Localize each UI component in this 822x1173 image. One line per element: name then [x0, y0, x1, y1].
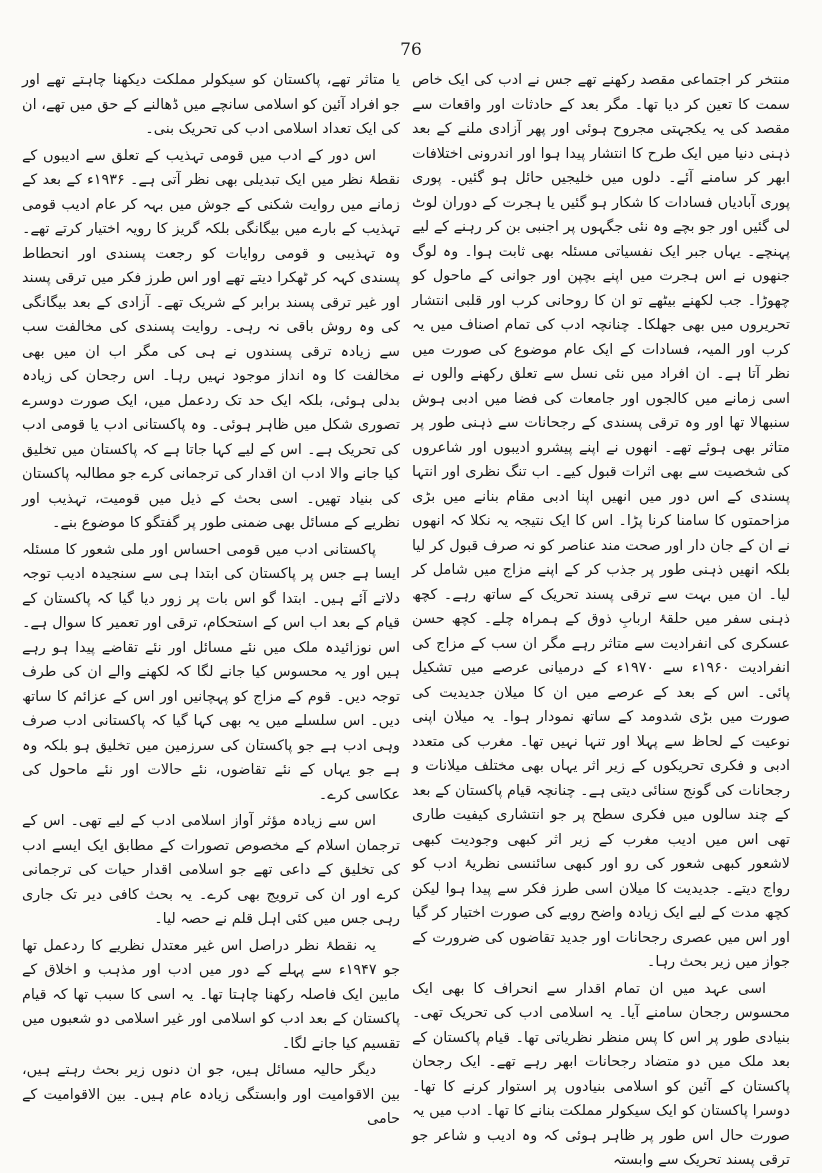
left-column: [22, 68, 400, 1127]
paragraph: پاکستانی ادب میں قومی احساس اور ملی شعور کا مسئلہ ایسا ہے جس پر پاکستان کی ابتدا ہی سے سنجیدہ ادیب توجہ دلاتے آئے ہیں۔ ابتدا گو اس بات پر زور دیا گیا کہ پاکستان کے قیام کے بعد اب اس کے استحکام، ترقی اور تعمیر کا سوال ہے۔ اس نوزائیدہ ملک میں نئے مسائل اور نئے تقاضے پیدا ہو رہے ہیں اور یہ محسوس کیا جانے لگا کہ لکھنے والے ان کی طرف توجہ دیں۔ قوم کے مزاج کو پہچانیں اور اس کے عزائم کا ساتھ دیں۔ اس سلسلے میں یہ بھی کہا گیا کہ پاکستانی ادب صرف وہی ادب ہے جو پاکستان کی سرزمین میں تخلیق ہو بلکہ وہ ہے جو یہاں کے نئے تقاضوں، نئے حالات اور نئے ماحول کی عکاسی کرے۔: [22, 541, 400, 803]
paragraph: اسی عہد میں ان تمام اقدار سے انحراف کا بھی ایک محسوس رجحان سامنے آیا۔ یہ اسلامی ادب کی تحریک تھی۔ بنیادی طور پر اس کا پس منظر نظریاتی تھا۔ قیام پاکستان کے بعد ملک میں دو متضاد رجحانات ابھر رہے تھے۔ ایک رجحان پاکستان کے آئین کو اسلامی بنیادوں پر استوار کرنے کا تھا۔ دوسرا پاکستان کو ایک سیکولر مملکت بنانے کا تھا۔ ادب میں یہ صورت حال اس طور پر ظاہر ہوئی کہ وہ ادیب و شاعر جو ترقی پسند تحریک سے وابستہ: [412, 980, 790, 1168]
paragraph: یا متاثر تھے، پاکستان کو سیکولر مملکت دیکھنا چاہتے تھے اور جو افراد آئین کو اسلامی سانچے میں ڈھالنے کے حق میں تھے، ان کی ایک تعداد اسلامی ادب کی تحریک بنی۔: [22, 72, 400, 137]
paragraph: اس سے زیادہ مؤثر آواز اسلامی ادب کے لیے تھی۔ اس کے ترجمان اسلام کے مخصوص تصورات کے مطابق ایک ایسے ادب کی تخلیق کے داعی تھے جو اسلامی اقدار حیات کی ترجمانی کرے اور ان کی ترویج بھی کرے۔ یہ بحث کافی دیر تک جاری رہی جس میں کئی اہل قلم نے حصہ لیا۔: [22, 813, 400, 927]
paragraph: دیگر حالیہ مسائل ہیں، جو ان دنوں زیر بحث رہتے ہیں، بین الاقوامیت اور وابستگی زیادہ عام ہیں۔ بین الاقوامیت کے حامی: [22, 1062, 400, 1127]
paragraph: اس دور کے ادب میں قومی تہذیب کے تعلق سے ادیبوں کے نقطۂ نظر میں ایک تبدیلی بھی نظر آتی ہے۔ ۱۹۳۶ء کے بعد کے زمانے میں روایت شکنی کے جوش میں بہہ کر عام ادیب قومی تہذیب کے بارے میں بیگانگی بلکہ گریز کا رویہ اختیار کرتے تھے۔ وہ تہذیبی و قومی روایات کو رجعت پسندی اور انحطاط پسندی کہہ کر ٹھکرا دیتے تھے اور اس طرز فکر میں ترقی پسند اور غیر ترقی پسند برابر کے شریک تھے۔ آزادی کے بعد بیگانگی کی وہ روش باقی نہ رہی۔ روایت پسندی کی مخالفت سب سے زیادہ ترقی پسندوں نے ہی کی مگر اب ان میں بھی مخالفت کا وہ انداز موجود نہیں رہا۔ اس رجحان کی زیادہ بدلی ہوئی، بلکہ ایک حد تک ردعمل میں، ایک صورت دوسرے تصوری شکل میں ظاہر ہوئی۔ وہ پاکستانی ادب یا قومی ادب کی تحریک ہے۔ اس کے لیے کہا جاتا ہے کہ پاکستان میں تخلیق کیا جانے والا ادب ان اقدار کی ترجمانی کرے جو مطالبہ پاکستان کی بنیاد تھیں۔ اسی بحث کے ذیل میں قومیت، تہذیب اور نظریے کے مسائل بھی ضمنی طور پر گفتگو کا موضوع بنے۔: [22, 147, 400, 531]
page-number: 76: [400, 40, 422, 60]
paragraph: یہ نقطۂ نظر دراصل اس غیر معتدل نظریے کا ردعمل تھا جو ۱۹۴۷ء سے پہلے کے دور میں ادب اور مذہب و اخلاق کے مابین ایک فاصلہ رکھنا چاہتا تھا۔ یہ اسی کا سبب تھا کہ قیام پاکستان کے بعد ادب کو اسلامی اور غیر اسلامی دو شعبوں میں تقسیم کیا جانے لگا۔: [22, 937, 400, 1052]
paragraph: منتخر کر اجتماعی مقصد رکھنے تھے جس نے ادب کی ایک خاص سمت کا تعین کر دیا تھا۔ مگر بعد کے حادثات اور واقعات سے مقصد کی یہ یکجہتی مجروح ہوئی اور پھر آزادی ملنے کے بعد ذہنی دنیا میں ایک طرح کا انتشار پیدا ہوا اور اندرونی اختلافات ابھر کر سامنے آئے۔ دلوں میں خلیجیں حائل ہو گئیں۔ پوری پوری آبادیاں فسادات کا شکار ہو گئیں یا ہجرت کے دوران لوٹ لی گئیں اور جو بچے وہ نئی جگہوں پر اجنبی بن کر رہنے کے لیے پہنچے۔ یہاں جبر ایک نفسیاتی مسئلہ بھی ثابت ہوا۔ وہ لوگ جنھوں نے اس ہجرت میں اپنے بچپن اور جوانی کے ماحول کو چھوڑا۔ جب لکھنے بیٹھے تو ان کا روحانی کرب اور قلبی انتشار تحریروں میں بھی جھلکا۔ چنانچہ ادب کی تمام اصناف میں یہ کرب اور المیہ، فسادات کے ایک عام موضوع کی صورت میں نظر آتا ہے۔ ان افراد میں نئی نسل سے تعلق رکھنے والوں نے اسی زمانے میں کالجوں اور جامعات کی فضا میں ادبی ہوش سنبھالا تھا اور وہ ترقی پسندی کے رجحانات سے ذہنی طور پر متاثر بھی ہوئے تھے۔ انھوں نے اپنے پیشرو ادیبوں اور شاعروں کی شخصیت سے بھی اثرات قبول کیے۔ اب تنگ نظری اور انتہا پسندی کے اس دور میں انھیں اپنا ادبی مقام بنانے میں بڑی مزاحمتوں کا سامنا کرنا پڑا۔ اس کا ایک نتیجہ یہ نکلا کہ انھوں نے ان کے جان دار اور صحت مند عناصر کو نہ صرف قبول کر لیا بلکہ انھیں ذہنی طور پر جذب کر کے اپنے مزاج میں شامل کر لیا۔ ان میں بہت سے ترقی پسند تحریک کے ساتھ رہے۔ کچھ ذہنی سفر میں حلقۂ اربابِ ذوق کے ہمراہ چلے۔ کچھ حسن عسکری کی انفرادیت سے متاثر رہے مگر ان سب کے مزاج کی انفرادیت ۱۹۶۰ء سے ۱۹۷۰ء کے درمیانی عرصے میں تشکیل پائی۔ اس کے بعد کے عرصے میں ان کا میلان جدیدیت کی صورت میں بڑی شدومد کے ساتھ نمودار ہوا۔ یہ میلان اپنی نوعیت کے لحاظ سے پہلا اور تنہا نہیں تھا۔ مغرب کی متعدد ادبی و فکری تحریکوں کے زیر اثر یہاں بھی مختلف میلانات و رجحانات کی گونج سنائی دیتی ہے۔ چنانچہ قیام پاکستان کے بعد کے چند سالوں میں فکری سطح پر جو انتشاری کیفیت طاری تھی اس میں ادیب مغرب کے زیر اثر کبھی وجودیت کبھی لاشعور کبھی شعور کی رو اور کبھی سائنسی نظریۂ ادب کو رواج دیتے۔ جدیدیت کا میلان اسی طرز فکر سے پیدا ہوا لیکن کچھ مدت کے لیے ایک زیادہ واضح رویے کی صورت اختیار کر گیا اور اس میں عصری رجحانات اور جدید تقاضوں کی ضرورت کے جواز میں زیر بحث رہا۔: [412, 72, 791, 970]
right-column: [412, 68, 791, 1168]
